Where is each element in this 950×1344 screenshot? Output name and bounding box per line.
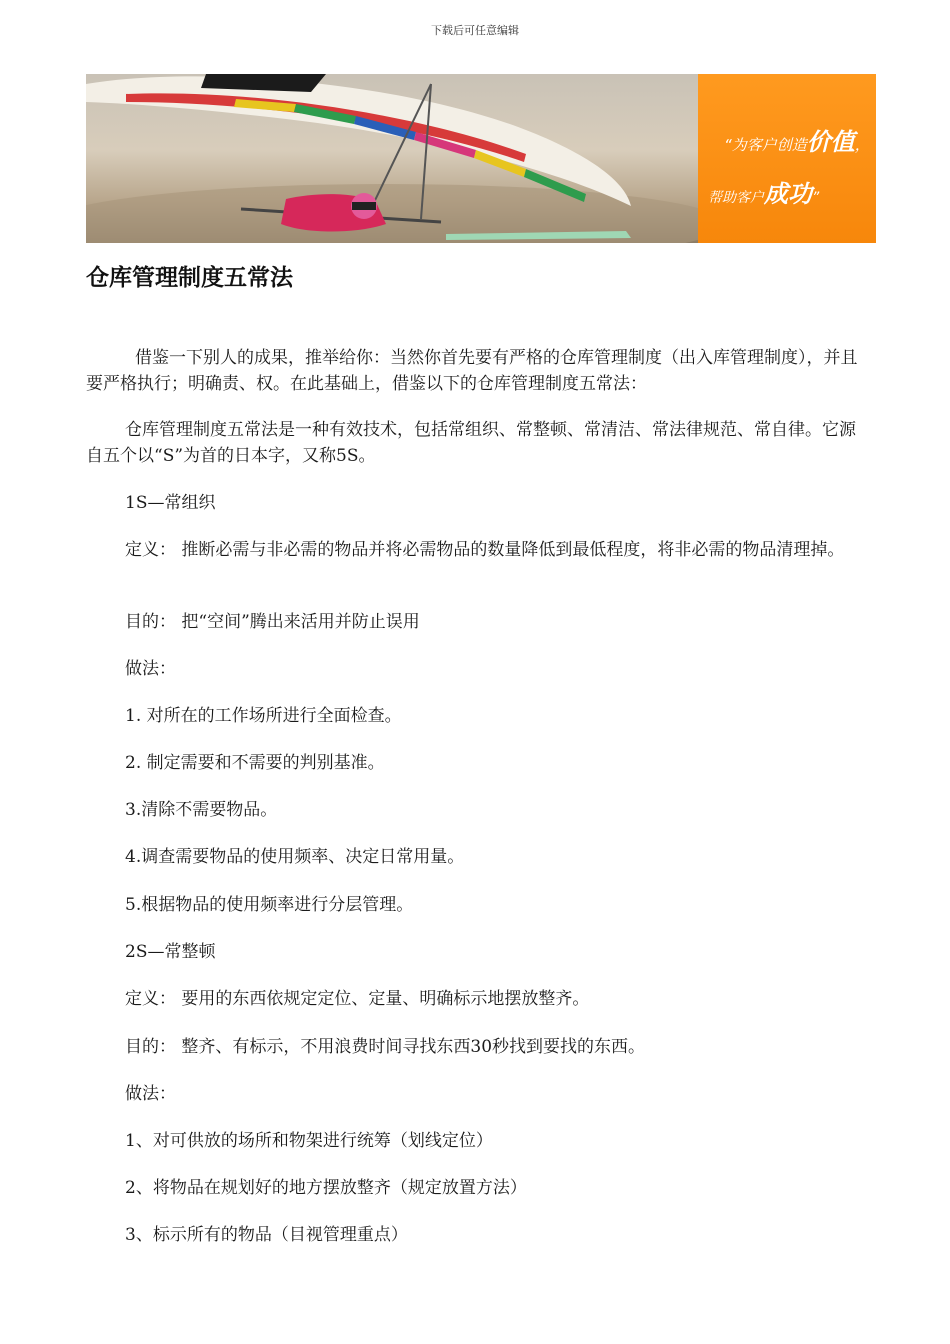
2s-step-3: 3、标示所有的物品（目视管理重点） [125,1225,408,1245]
2s-method-label: 做法： [125,1084,176,1104]
slogan-panel [698,74,876,243]
intro-paragraph: 借鉴一下别人的成果，推举给你：当然你首先要有严格的仓库管理制度（出入库管理制度），并且要严格执行；明确责、权。在此基础上，借鉴以下的仓库管理制度五常法： [86,348,858,394]
1s-step-3: 3.清除不需要物品。 [125,800,278,820]
1s-step-2: 2. 制定需要和不需要的判别基准。 [125,753,385,773]
2s-definition: 定义： 要用的东西依规定定位、定量、明确标示地摆放整齐。 [125,989,590,1009]
slogan-line-2-emphasis: 成功 [764,180,812,208]
2s-step-2: 2、将物品在规划好的地方摆放整齐（规定放置方法） [125,1178,527,1198]
hang-glider-illustration [86,74,698,243]
section-heading-2s: 2S—常整顿 [125,942,216,962]
banner-image [86,74,876,243]
page-header-note: 下载后可任意编辑 [431,24,519,37]
1s-step-4: 4.调查需要物品的使用频率、决定日常用量。 [125,847,465,867]
2s-purpose: 目的： 整齐、有标示，不用浪费时间寻找东西30秒找到要找的东西。 [125,1037,646,1057]
document-title: 仓库管理制度五常法 [86,265,293,291]
slogan-line-2-prefix: 帮助客户 [708,190,764,206]
section-heading-1s: 1S—常组织 [125,493,216,513]
1s-step-1: 1. 对所在的工作场所进行全面检查。 [125,706,402,726]
slogan-line-1-prefix: “为客户创造 [724,136,807,154]
slogan-line-1-suffix: ， [854,136,870,154]
1s-step-5: 5.根据物品的使用频率进行分层管理。 [125,895,414,915]
definition-paragraph: 仓库管理制度五常法是一种有效技术，包括常组织、常整顿、常清洁、常法律规范、常自律。它源自五个以“S”为首的日本字，又称5S。 [86,420,856,466]
1s-definition: 定义： 推断必需与非必需的物品并将必需物品的数量降低到最低程度，将非必需的物品清理掉。 [125,540,845,560]
hang-glider-photo [86,74,698,243]
slogan-line-2-suffix: ” [812,190,820,206]
slogan-line-2 [708,174,819,209]
2s-step-1: 1、对可供放的场所和物架进行统筹（划线定位） [125,1131,493,1151]
1s-method-label: 做法： [125,659,176,679]
1s-purpose: 目的： 把“空间”腾出来活用并防止误用 [125,612,420,632]
slogan-line-1 [724,122,870,157]
slogan-line-1-emphasis: 价值 [806,128,855,156]
